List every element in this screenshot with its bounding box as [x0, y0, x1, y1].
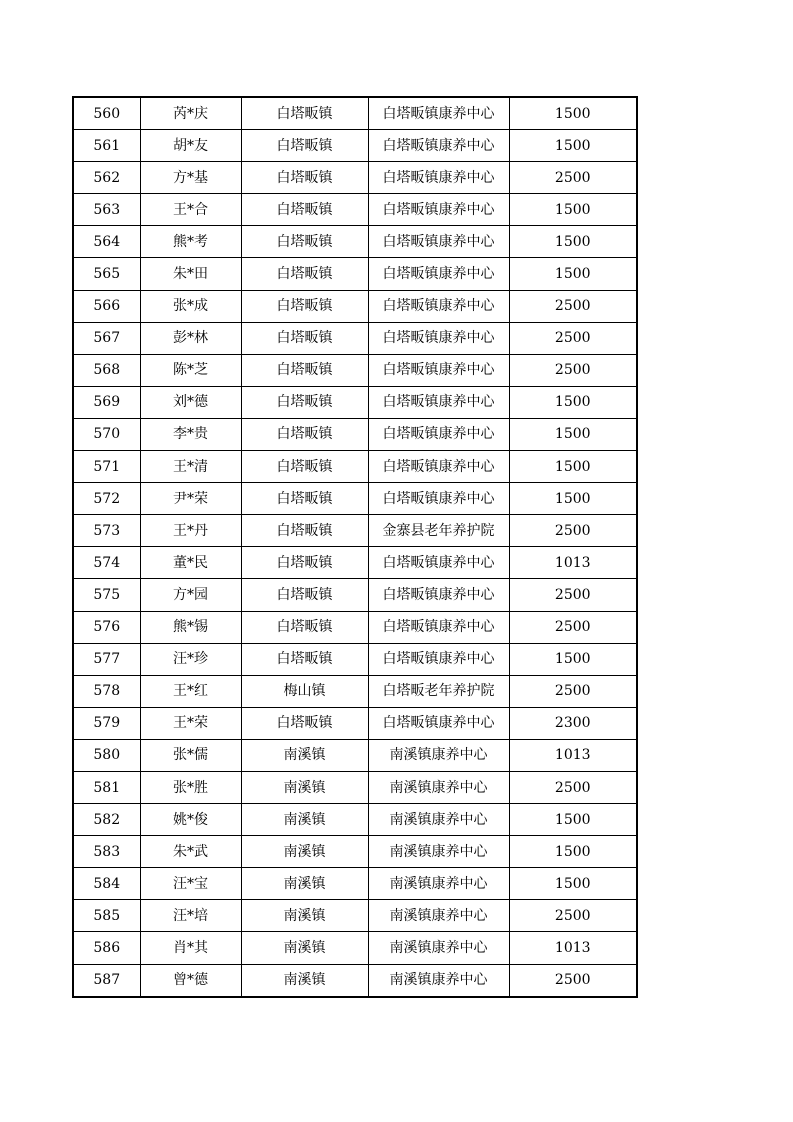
institution-cell: 南溪镇康养中心 — [368, 868, 509, 900]
amount-cell: 1500 — [509, 194, 637, 226]
name-cell: 陈*芝 — [140, 354, 241, 386]
table-row — [73, 900, 637, 932]
institution-cell: 白塔畈老年养护院 — [368, 675, 509, 707]
table-row — [73, 836, 637, 868]
town-cell: 南溪镇 — [241, 900, 368, 932]
index-cell: 562 — [73, 162, 140, 194]
town-cell: 白塔畈镇 — [241, 258, 368, 290]
town-cell: 白塔畈镇 — [241, 354, 368, 386]
amount-cell: 2500 — [509, 290, 637, 322]
name-cell: 王*荣 — [140, 707, 241, 739]
institution-cell: 白塔畈镇康养中心 — [368, 483, 509, 515]
name-cell: 方*园 — [140, 579, 241, 611]
town-cell: 南溪镇 — [241, 932, 368, 964]
town-cell: 白塔畈镇 — [241, 130, 368, 162]
amount-cell: 2500 — [509, 964, 637, 997]
table-row — [73, 418, 637, 450]
table-row — [73, 964, 637, 997]
town-cell: 白塔畈镇 — [241, 386, 368, 418]
name-cell: 芮*庆 — [140, 97, 241, 130]
index-cell: 561 — [73, 130, 140, 162]
town-cell: 白塔畈镇 — [241, 97, 368, 130]
table-row — [73, 675, 637, 707]
institution-cell: 白塔畈镇康养中心 — [368, 611, 509, 643]
amount-cell: 1500 — [509, 97, 637, 130]
amount-cell: 2500 — [509, 515, 637, 547]
town-cell: 白塔畈镇 — [241, 322, 368, 354]
name-cell: 方*基 — [140, 162, 241, 194]
table-row — [73, 932, 637, 964]
name-cell: 王*丹 — [140, 515, 241, 547]
town-cell: 白塔畈镇 — [241, 418, 368, 450]
amount-cell: 2300 — [509, 707, 637, 739]
table-row — [73, 515, 637, 547]
index-cell: 560 — [73, 97, 140, 130]
table-row — [73, 804, 637, 836]
name-cell: 姚*俊 — [140, 804, 241, 836]
table-row — [73, 611, 637, 643]
table-row — [73, 130, 637, 162]
town-cell: 白塔畈镇 — [241, 194, 368, 226]
amount-cell: 1013 — [509, 547, 637, 579]
institution-cell: 南溪镇康养中心 — [368, 964, 509, 997]
town-cell: 南溪镇 — [241, 739, 368, 771]
amount-cell: 2500 — [509, 675, 637, 707]
index-cell: 585 — [73, 900, 140, 932]
index-cell: 564 — [73, 226, 140, 258]
institution-cell: 白塔畈镇康养中心 — [368, 707, 509, 739]
institution-cell: 白塔畈镇康养中心 — [368, 418, 509, 450]
index-cell: 573 — [73, 515, 140, 547]
town-cell: 白塔畈镇 — [241, 547, 368, 579]
index-cell: 582 — [73, 804, 140, 836]
index-cell: 567 — [73, 322, 140, 354]
table-row — [73, 868, 637, 900]
town-cell: 白塔畈镇 — [241, 643, 368, 675]
town-cell: 梅山镇 — [241, 675, 368, 707]
institution-cell: 白塔畈镇康养中心 — [368, 354, 509, 386]
index-cell: 587 — [73, 964, 140, 997]
index-cell: 574 — [73, 547, 140, 579]
amount-cell: 1013 — [509, 932, 637, 964]
name-cell: 张*儒 — [140, 739, 241, 771]
name-cell: 汪*珍 — [140, 643, 241, 675]
table-row — [73, 226, 637, 258]
table-row — [73, 386, 637, 418]
table-row — [73, 547, 637, 579]
town-cell: 南溪镇 — [241, 836, 368, 868]
table-row — [73, 97, 637, 130]
institution-cell: 白塔畈镇康养中心 — [368, 226, 509, 258]
table-row — [73, 194, 637, 226]
table-row — [73, 290, 637, 322]
amount-cell: 1500 — [509, 386, 637, 418]
name-cell: 熊*考 — [140, 226, 241, 258]
institution-cell: 白塔畈镇康养中心 — [368, 451, 509, 483]
name-cell: 张*成 — [140, 290, 241, 322]
town-cell: 白塔畈镇 — [241, 290, 368, 322]
table-row — [73, 579, 637, 611]
town-cell: 白塔畈镇 — [241, 515, 368, 547]
town-cell: 白塔畈镇 — [241, 579, 368, 611]
amount-cell: 1500 — [509, 836, 637, 868]
town-cell: 白塔畈镇 — [241, 707, 368, 739]
institution-cell: 白塔畈镇康养中心 — [368, 130, 509, 162]
index-cell: 571 — [73, 451, 140, 483]
index-cell: 580 — [73, 739, 140, 771]
institution-cell: 白塔畈镇康养中心 — [368, 547, 509, 579]
table-row — [73, 322, 637, 354]
amount-cell: 2500 — [509, 162, 637, 194]
table-row — [73, 483, 637, 515]
name-cell: 胡*友 — [140, 130, 241, 162]
institution-cell: 南溪镇康养中心 — [368, 739, 509, 771]
index-cell: 570 — [73, 418, 140, 450]
amount-cell: 1500 — [509, 418, 637, 450]
name-cell: 汪*宝 — [140, 868, 241, 900]
table-row — [73, 643, 637, 675]
town-cell: 白塔畈镇 — [241, 451, 368, 483]
index-cell: 569 — [73, 386, 140, 418]
institution-cell: 白塔畈镇康养中心 — [368, 643, 509, 675]
town-cell: 南溪镇 — [241, 868, 368, 900]
index-cell: 572 — [73, 483, 140, 515]
index-cell: 576 — [73, 611, 140, 643]
table-row — [73, 739, 637, 771]
index-cell: 578 — [73, 675, 140, 707]
table-row — [73, 451, 637, 483]
institution-cell: 南溪镇康养中心 — [368, 771, 509, 803]
amount-cell: 1500 — [509, 258, 637, 290]
index-cell: 586 — [73, 932, 140, 964]
index-cell: 563 — [73, 194, 140, 226]
town-cell: 白塔畈镇 — [241, 162, 368, 194]
index-cell: 575 — [73, 579, 140, 611]
amount-cell: 2500 — [509, 771, 637, 803]
institution-cell: 白塔畈镇康养中心 — [368, 194, 509, 226]
name-cell: 朱*田 — [140, 258, 241, 290]
institution-cell: 白塔畈镇康养中心 — [368, 290, 509, 322]
amount-cell: 1013 — [509, 739, 637, 771]
index-cell: 583 — [73, 836, 140, 868]
index-cell: 581 — [73, 771, 140, 803]
records-table-body — [73, 97, 637, 997]
name-cell: 王*清 — [140, 451, 241, 483]
amount-cell: 1500 — [509, 804, 637, 836]
name-cell: 尹*荣 — [140, 483, 241, 515]
institution-cell: 白塔畈镇康养中心 — [368, 386, 509, 418]
name-cell: 王*红 — [140, 675, 241, 707]
town-cell: 南溪镇 — [241, 964, 368, 997]
institution-cell: 白塔畈镇康养中心 — [368, 322, 509, 354]
index-cell: 577 — [73, 643, 140, 675]
records-table — [72, 96, 638, 998]
institution-cell: 南溪镇康养中心 — [368, 836, 509, 868]
name-cell: 董*民 — [140, 547, 241, 579]
amount-cell: 1500 — [509, 130, 637, 162]
index-cell: 568 — [73, 354, 140, 386]
institution-cell: 白塔畈镇康养中心 — [368, 162, 509, 194]
institution-cell: 白塔畈镇康养中心 — [368, 579, 509, 611]
amount-cell: 1500 — [509, 643, 637, 675]
amount-cell: 1500 — [509, 483, 637, 515]
table-row — [73, 162, 637, 194]
name-cell: 李*贵 — [140, 418, 241, 450]
town-cell: 南溪镇 — [241, 804, 368, 836]
amount-cell: 2500 — [509, 354, 637, 386]
amount-cell: 1500 — [509, 226, 637, 258]
name-cell: 刘*德 — [140, 386, 241, 418]
name-cell: 王*合 — [140, 194, 241, 226]
index-cell: 565 — [73, 258, 140, 290]
name-cell: 肖*其 — [140, 932, 241, 964]
institution-cell: 南溪镇康养中心 — [368, 900, 509, 932]
name-cell: 张*胜 — [140, 771, 241, 803]
table-row — [73, 354, 637, 386]
name-cell: 朱*武 — [140, 836, 241, 868]
town-cell: 白塔畈镇 — [241, 483, 368, 515]
name-cell: 熊*锡 — [140, 611, 241, 643]
name-cell: 彭*林 — [140, 322, 241, 354]
amount-cell: 2500 — [509, 579, 637, 611]
institution-cell: 白塔畈镇康养中心 — [368, 258, 509, 290]
town-cell: 白塔畈镇 — [241, 611, 368, 643]
table-row — [73, 258, 637, 290]
table-row — [73, 707, 637, 739]
name-cell: 曾*德 — [140, 964, 241, 997]
index-cell: 579 — [73, 707, 140, 739]
index-cell: 584 — [73, 868, 140, 900]
amount-cell: 1500 — [509, 868, 637, 900]
table-row — [73, 771, 637, 803]
town-cell: 南溪镇 — [241, 771, 368, 803]
amount-cell: 2500 — [509, 322, 637, 354]
name-cell: 汪*培 — [140, 900, 241, 932]
index-cell: 566 — [73, 290, 140, 322]
town-cell: 白塔畈镇 — [241, 226, 368, 258]
amount-cell: 2500 — [509, 611, 637, 643]
amount-cell: 1500 — [509, 451, 637, 483]
institution-cell: 白塔畈镇康养中心 — [368, 97, 509, 130]
institution-cell: 南溪镇康养中心 — [368, 932, 509, 964]
amount-cell: 2500 — [509, 900, 637, 932]
institution-cell: 南溪镇康养中心 — [368, 804, 509, 836]
institution-cell: 金寨县老年养护院 — [368, 515, 509, 547]
